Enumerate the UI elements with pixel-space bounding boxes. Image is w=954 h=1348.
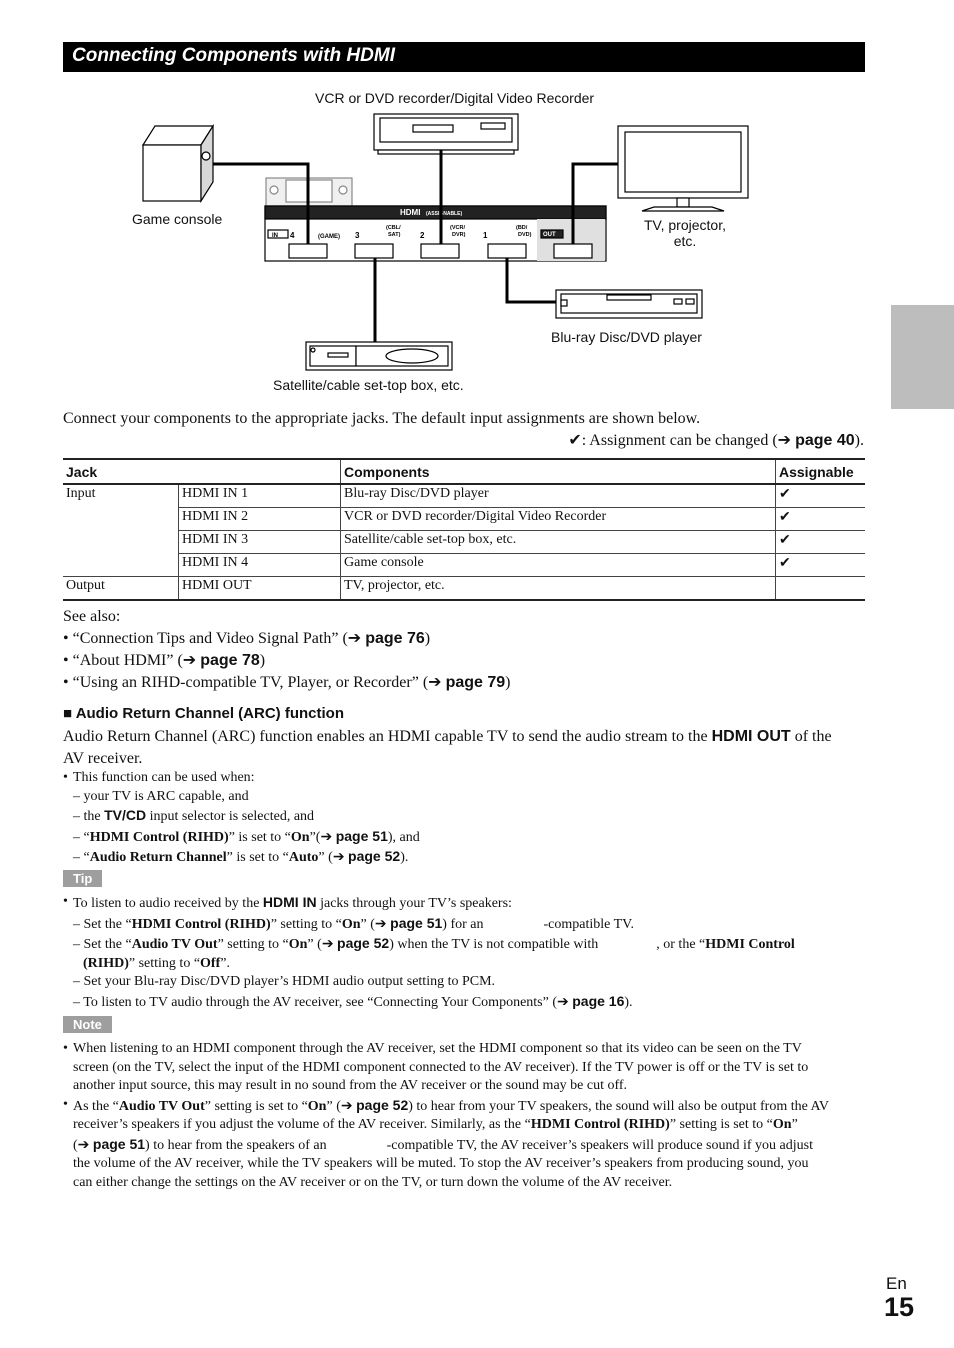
tv-label-line1: TV, projector, xyxy=(644,217,726,233)
panel-jack4: 4 xyxy=(290,231,295,240)
cell-component: Blu-ray Disc/DVD player xyxy=(341,484,776,508)
section-title-bar xyxy=(63,42,865,72)
assignment-note-end: ). xyxy=(854,432,864,449)
header-components: Components xyxy=(341,459,776,484)
check-mark-icon: ✔ xyxy=(568,432,582,449)
page-ref-51[interactable]: page 51 xyxy=(92,1135,146,1152)
cell-jack: HDMI IN 4 xyxy=(179,554,341,577)
cell-jack: HDMI IN 2 xyxy=(179,508,341,531)
arrow-icon: ➔ xyxy=(77,1137,93,1153)
arrow-icon: ➔ xyxy=(557,994,573,1010)
cell-assignable: ✔ xyxy=(776,554,866,577)
page-ref-78[interactable]: page 78 xyxy=(200,652,260,669)
page-ref-51[interactable]: page 51 xyxy=(335,827,388,844)
note-item: • When listening to an HDMI component through the AV receiver, set the HDMI component so that its video can be seen on the TV screen (on the TV, select the input of the HDMI component connected to the AV receiver). If the TV power is off or the TV is set to another input source, this may result in no sound from the AV receiver or the sound may be cut off. xyxy=(63,1041,809,1093)
panel-bd: (BD/ xyxy=(516,225,528,231)
cell-component: Game console xyxy=(341,554,776,577)
diagram-graphics xyxy=(0,80,954,400)
cell-component: TV, projector, etc. xyxy=(341,577,776,601)
arrow-icon: ➔ xyxy=(332,850,349,865)
see-also-item: • “Connection Tips and Video Signal Path” (➔ page 76) xyxy=(63,630,431,647)
page-ref-16[interactable]: page 16 xyxy=(572,992,625,1009)
panel-out: OUT xyxy=(543,232,556,238)
section-title: Connecting Components with HDMI xyxy=(72,45,395,66)
note-label: Note xyxy=(63,1016,112,1034)
arc-heading: ■ Audio Return Channel (ARC) function xyxy=(63,705,344,722)
satellite-label: Satellite/cable set-top box, etc. xyxy=(273,377,464,393)
language-label: En xyxy=(886,1274,907,1293)
cell-component: VCR or DVD recorder/Digital Video Recorder xyxy=(341,508,776,531)
page-number: 15 xyxy=(884,1292,915,1322)
arrow-icon: ➔ xyxy=(182,652,201,669)
connection-diagram xyxy=(0,80,954,400)
table-row xyxy=(63,554,865,577)
bluray-label: Blu-ray Disc/DVD player xyxy=(551,329,702,345)
cell-assignable: ✔ xyxy=(776,484,866,508)
cell-assignable xyxy=(776,577,866,601)
vcr-label: VCR or DVD recorder/Digital Video Recorder xyxy=(315,90,595,106)
receiver-panel xyxy=(265,178,606,261)
cell-group: Output xyxy=(63,577,179,601)
page-ref-51[interactable]: page 51 xyxy=(390,914,443,931)
cell-component: Satellite/cable set-top box, etc. xyxy=(341,531,776,554)
assignment-note xyxy=(568,430,864,452)
table-row xyxy=(63,508,865,531)
page-ref-40[interactable]: page 40 xyxy=(795,432,855,449)
see-also xyxy=(63,606,510,694)
intro-text: Connect your components to the appropriate jacks. The default input assignments are shown below. xyxy=(63,410,701,427)
arrow-icon: ➔ xyxy=(777,432,796,449)
cell-jack: HDMI OUT xyxy=(179,577,341,601)
cell-group: Input xyxy=(63,484,179,577)
arc-body: Audio Return Channel (ARC) function enables an HDMI capable TV to send the audio stream to the HDMI OUT of the AV receiver. xyxy=(63,728,832,767)
tip-content: • To listen to audio received by the HDMI IN jacks through your TV’s speakers: – Set the “HDMI Control (RIHD)” setting to “On” (➔ page 51) for an -compatible TV. – Set the “Audio TV Out” setting to “On” (➔ page 52) when the TV is not compatible with , or the “HDMI Control (RIHD)” setting to “Off”. – Set your Blu-ray Disc/DVD player’s HDMI audio output setting to PCM. – To listen to TV audio through the AV receiver, see “Connecting Your Components” (➔ page 16). xyxy=(63,894,795,1010)
page-ref-52[interactable]: page 52 xyxy=(348,848,401,864)
table-row xyxy=(63,531,865,554)
cell-assignable: ✔ xyxy=(776,508,866,531)
header-assignable: Assignable xyxy=(776,459,866,484)
panel-assignable-label: (ASSIGNABLE) xyxy=(426,211,463,217)
jack-table xyxy=(63,458,865,601)
game-console-device xyxy=(143,126,213,201)
panel-dvr: DVR) xyxy=(452,232,466,238)
header-jack: Jack xyxy=(63,459,341,484)
arrow-icon: ➔ xyxy=(374,916,391,932)
table-row xyxy=(63,577,865,601)
game-console-label: Game console xyxy=(132,211,223,227)
page-ref-52[interactable]: page 52 xyxy=(356,1096,409,1113)
page-ref-76[interactable]: page 76 xyxy=(365,630,425,647)
satellite-device xyxy=(306,342,452,370)
panel-jack1: 1 xyxy=(483,231,488,240)
note-content xyxy=(63,1040,865,1192)
panel-sat: SAT) xyxy=(388,232,401,238)
square-bullet-icon: ■ xyxy=(63,705,73,722)
arrow-icon: ➔ xyxy=(347,630,366,647)
tv-label-line2: etc. xyxy=(673,233,697,249)
arrow-icon: ➔ xyxy=(321,937,338,952)
panel-hdmi-label: HDMI xyxy=(400,208,421,217)
note-item: • As the “Audio TV Out” setting is set to “On” (➔ page 52) to hear from your TV speakers, the sound will also be output from the AV receiver’s speakers if you adjust the volume of the AV receiver. Similarly, as the “HDMI Control (RIHD)” setting is set to “On” (➔ page 51) to hear from the speakers of an -compatible TV, the AV receiver’s speakers will produce sound if you adjust the volume of the AV receiver, while the TV speakers will be muted. To stop the AV receiver’s speakers from producing sound, you can either change the settings on the AV receiver or on the TV, or turn down the volume of the AV receiver. xyxy=(63,1096,829,1190)
table-row xyxy=(63,484,865,508)
page-ref-79[interactable]: page 79 xyxy=(445,674,506,691)
arrow-icon: ➔ xyxy=(320,829,336,845)
bluray-device xyxy=(556,290,702,318)
cell-jack: HDMI IN 3 xyxy=(179,531,341,554)
cell-jack: HDMI IN 1 xyxy=(179,484,341,508)
see-also-heading: See also: xyxy=(63,608,121,625)
panel-cbl: (CBL/ xyxy=(386,225,401,231)
assignment-note-text: : Assignment can be changed ( xyxy=(581,432,778,449)
page-ref-52[interactable]: page 52 xyxy=(337,935,390,951)
see-also-item: • “Using an RIHD-compatible TV, Player, or Recorder” (➔ page 79) xyxy=(63,674,511,691)
vcr-device xyxy=(374,114,518,154)
arrow-icon: ➔ xyxy=(428,674,446,691)
tv-device xyxy=(618,126,748,211)
panel-in-label: IN xyxy=(272,233,278,239)
panel-dvd: DVD) xyxy=(518,232,532,238)
panel-game: (GAME) xyxy=(318,234,340,240)
arrow-icon: ➔ xyxy=(340,1098,357,1114)
see-also-item: • “About HDMI” (➔ page 78) xyxy=(63,652,266,669)
panel-jack3: 3 xyxy=(355,231,360,240)
arc-conditions: • This function can be used when: – your TV is ARC capable, and – the TV/CD input selector is selected, and – “HDMI Control (RIHD)” is set to “On”(➔ page 51), and – “Audio Return Channel” is set to “Auto” (➔ page 52). xyxy=(63,770,420,865)
jack-table-wrapper xyxy=(63,458,865,601)
tip-label: Tip xyxy=(63,870,102,888)
panel-vcr: (VCR/ xyxy=(450,225,465,231)
panel-jack2: 2 xyxy=(420,231,425,240)
cell-assignable: ✔ xyxy=(776,531,866,554)
